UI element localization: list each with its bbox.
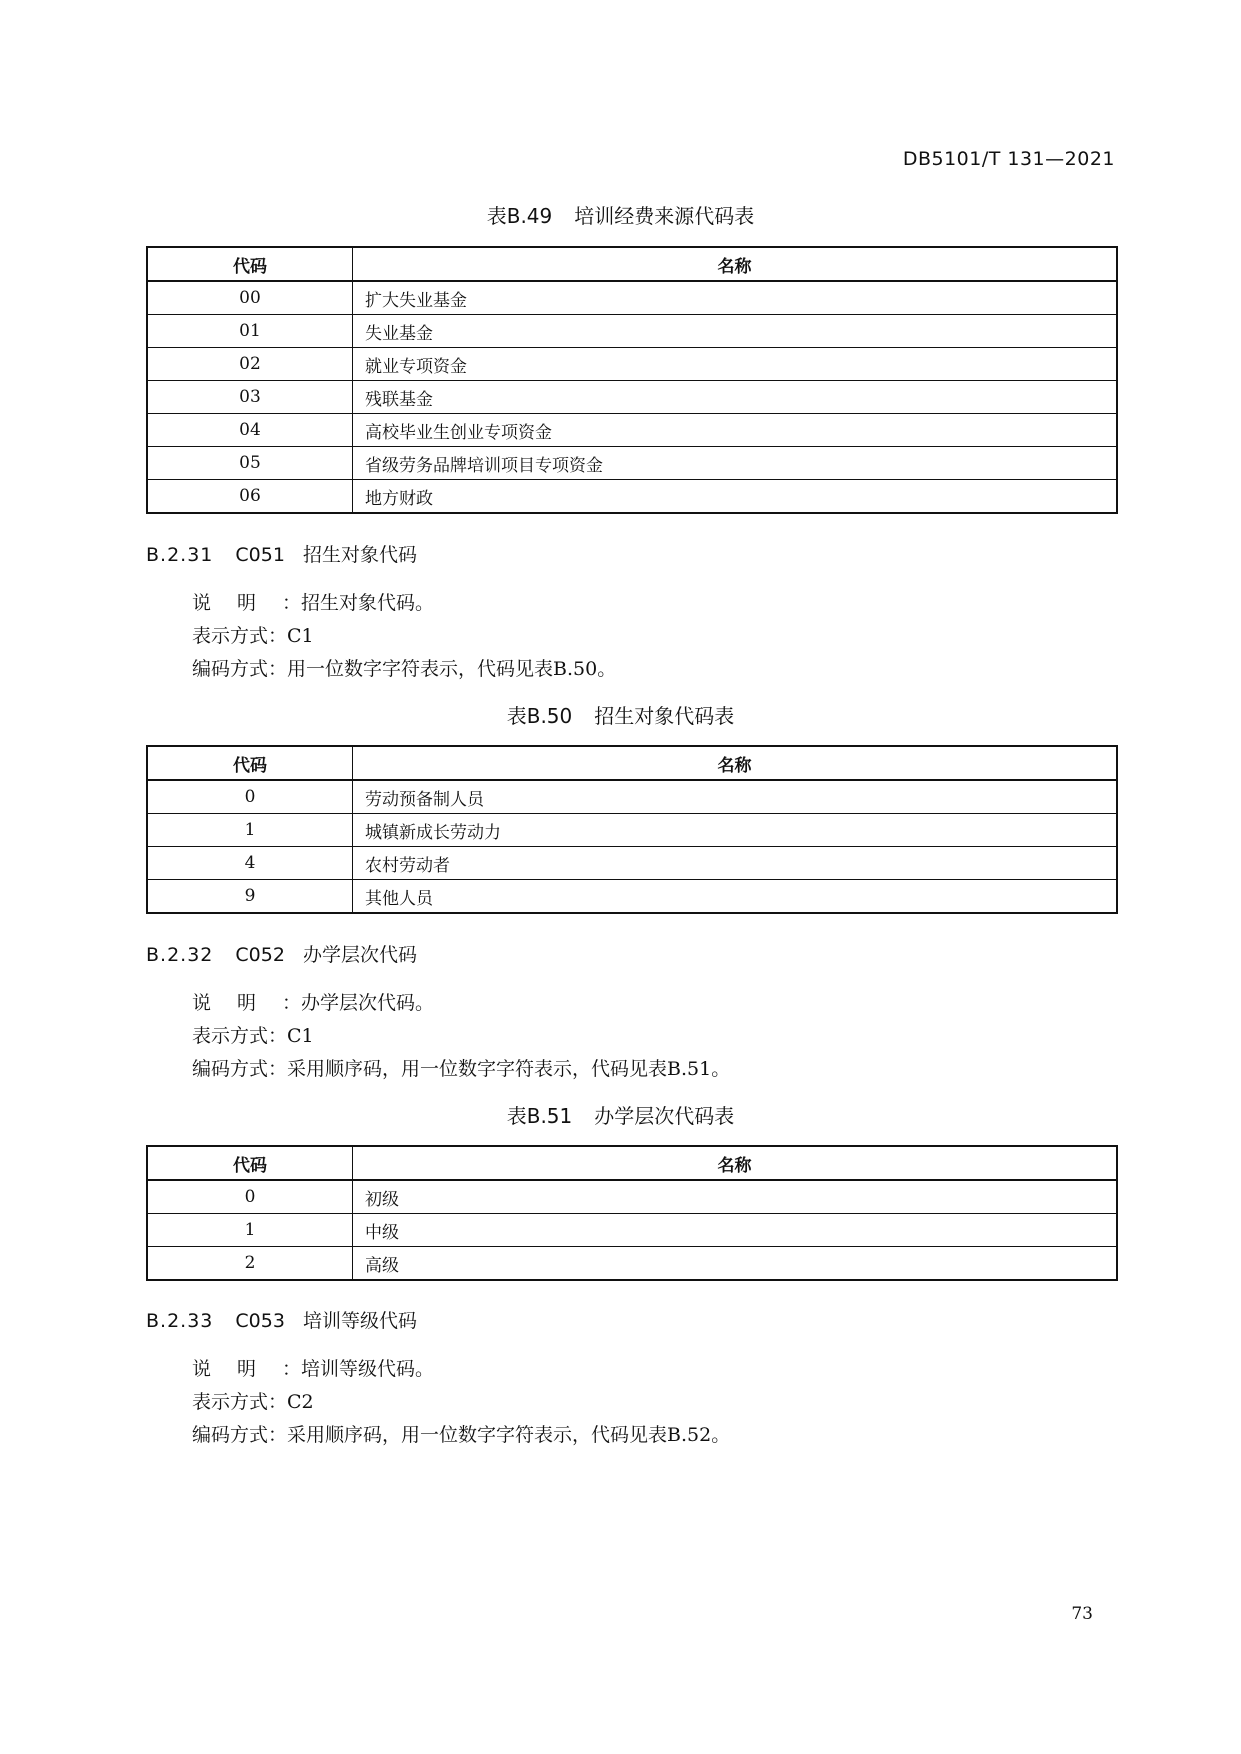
description-value: 招生对象代码。 (301, 592, 435, 614)
section-heading-b2-31 (146, 540, 417, 567)
table-row (147, 381, 1117, 414)
code-cell: 0 (147, 780, 353, 814)
table-b49-caption-title: 培训经费来源代码表 (574, 204, 755, 228)
code-cell: 2 (147, 1247, 353, 1281)
table-b50-caption (0, 700, 1241, 729)
section-heading-b2-32 (146, 940, 417, 967)
name-cell: 中级 (353, 1214, 1118, 1247)
description-line (192, 1354, 434, 1381)
description-value: 办学层次代码。 (301, 992, 435, 1014)
name-cell: 城镇新成长劳动力 (353, 814, 1118, 847)
section-code: C051 (235, 544, 285, 566)
name-cell: 高校毕业生创业专项资金 (353, 414, 1118, 447)
representation-label: 表示方式： (192, 625, 288, 647)
representation-value: C1 (287, 625, 314, 647)
code-cell: 02 (147, 348, 353, 381)
description-line (192, 988, 434, 1015)
section-code: C052 (235, 944, 285, 966)
encoding-value: 采用顺序码，用一位数字字符表示，代码见表B.51。 (287, 1058, 731, 1080)
column-header-name: 名称 (353, 247, 1118, 281)
code-cell: 00 (147, 281, 353, 315)
name-cell: 劳动预备制人员 (353, 780, 1118, 814)
name-cell: 地方财政 (353, 480, 1118, 514)
code-cell: 9 (147, 880, 353, 914)
table-b51-caption-title: 办学层次代码表 (594, 1104, 735, 1128)
table-b51 (146, 1145, 1118, 1281)
representation-label: 表示方式： (192, 1391, 288, 1413)
encoding-label: 编码方式： (192, 1058, 288, 1080)
description-label: 说明 (192, 992, 283, 1014)
column-header-name: 名称 (353, 1146, 1118, 1180)
page-number: 73 (1071, 1604, 1093, 1624)
name-cell: 失业基金 (353, 315, 1118, 348)
section-title: 招生对象代码 (302, 544, 417, 566)
table-b49-caption-number: 表B.49 (486, 204, 553, 228)
table-row (147, 847, 1117, 880)
section-number: B.2.31 (146, 544, 214, 566)
description-label: 说明 (192, 592, 283, 614)
code-cell: 04 (147, 414, 353, 447)
table-row (147, 414, 1117, 447)
table-b51-caption-number: 表B.51 (506, 1104, 573, 1128)
description-value: 培训等级代码。 (301, 1358, 435, 1380)
encoding-line (192, 1420, 730, 1447)
section-code: C053 (235, 1310, 285, 1332)
column-header-code: 代码 (147, 1146, 353, 1180)
column-header-code: 代码 (147, 746, 353, 780)
table-b50-caption-title: 招生对象代码表 (594, 704, 735, 728)
table-b50 (146, 745, 1118, 914)
name-cell: 初级 (353, 1180, 1118, 1214)
representation-line (192, 621, 314, 648)
table-row (147, 348, 1117, 381)
description-colon: ： (282, 992, 302, 1014)
name-cell: 残联基金 (353, 381, 1118, 414)
section-number: B.2.32 (146, 944, 214, 966)
representation-value: C2 (287, 1391, 314, 1413)
table-row (147, 480, 1117, 514)
name-cell: 其他人员 (353, 880, 1118, 914)
table-b49-caption (0, 200, 1241, 229)
section-heading-b2-33 (146, 1306, 417, 1333)
description-label: 说明 (192, 1358, 283, 1380)
table-row (147, 1214, 1117, 1247)
table-row (147, 447, 1117, 480)
table-b51-caption (0, 1100, 1241, 1129)
name-cell: 农村劳动者 (353, 847, 1118, 880)
code-cell: 03 (147, 381, 353, 414)
representation-line (192, 1387, 314, 1414)
encoding-label: 编码方式： (192, 1424, 288, 1446)
code-cell: 1 (147, 1214, 353, 1247)
table-row (147, 315, 1117, 348)
column-header-name: 名称 (353, 746, 1118, 780)
code-cell: 05 (147, 447, 353, 480)
table-row (147, 880, 1117, 914)
representation-label: 表示方式： (192, 1025, 288, 1047)
table-b50-caption-number: 表B.50 (506, 704, 573, 728)
table-row (147, 1247, 1117, 1281)
description-colon: ： (282, 1358, 302, 1380)
name-cell: 扩大失业基金 (353, 281, 1118, 315)
encoding-line (192, 654, 616, 681)
encoding-label: 编码方式： (192, 658, 288, 680)
encoding-value: 用一位数字字符表示，代码见表B.50。 (287, 658, 617, 680)
code-cell: 01 (147, 315, 353, 348)
table-row (147, 281, 1117, 315)
representation-line (192, 1021, 314, 1048)
table-row (147, 814, 1117, 847)
code-cell: 1 (147, 814, 353, 847)
table-b49 (146, 246, 1118, 514)
document-code: DB5101/T 131—2021 (902, 148, 1115, 170)
name-cell: 就业专项资金 (353, 348, 1118, 381)
name-cell: 高级 (353, 1247, 1118, 1281)
code-cell: 0 (147, 1180, 353, 1214)
encoding-value: 采用顺序码，用一位数字字符表示，代码见表B.52。 (287, 1424, 731, 1446)
description-line (192, 588, 434, 615)
section-number: B.2.33 (146, 1310, 214, 1332)
table-row (147, 1180, 1117, 1214)
representation-value: C1 (287, 1025, 314, 1047)
table-row (147, 780, 1117, 814)
description-colon: ： (282, 592, 302, 614)
section-title: 办学层次代码 (302, 944, 417, 966)
column-header-code: 代码 (147, 247, 353, 281)
code-cell: 4 (147, 847, 353, 880)
encoding-line (192, 1054, 730, 1081)
name-cell: 省级劳务品牌培训项目专项资金 (353, 447, 1118, 480)
code-cell: 06 (147, 480, 353, 514)
section-title: 培训等级代码 (302, 1310, 417, 1332)
